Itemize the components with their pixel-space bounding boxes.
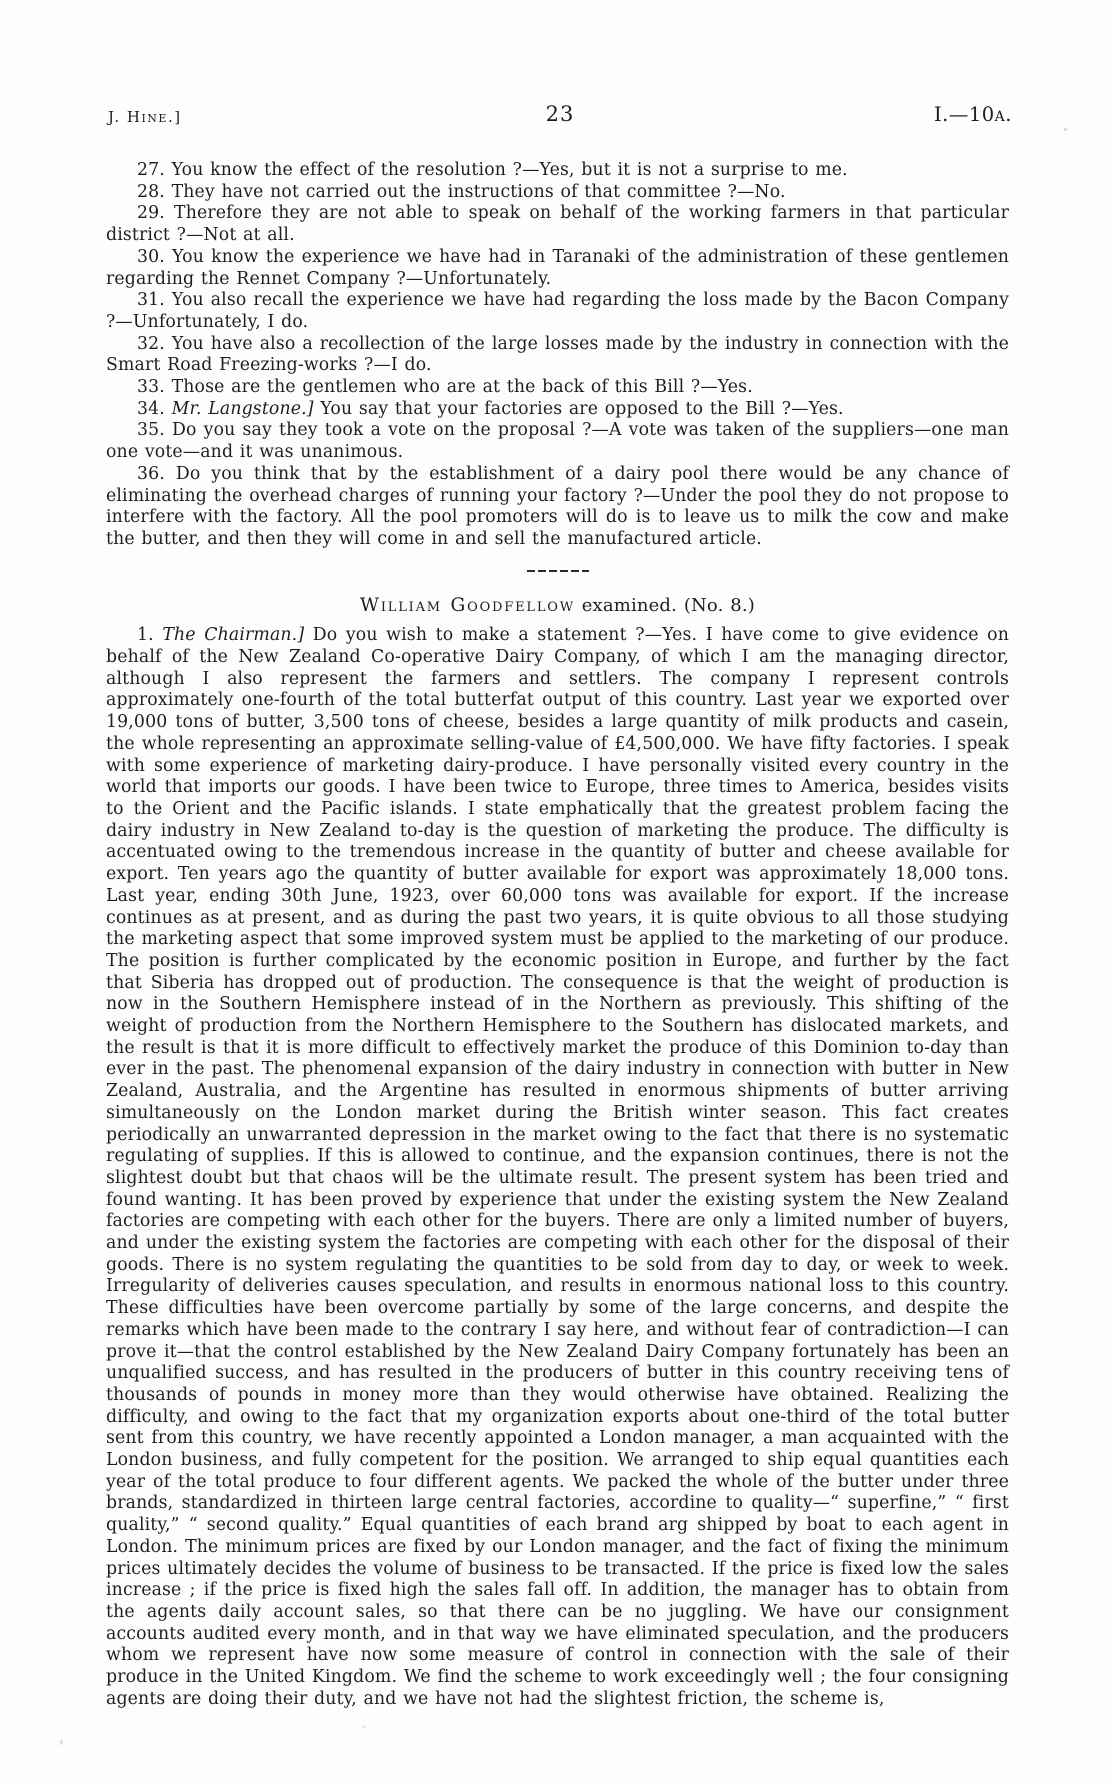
qa-paragraph-36: [106, 464, 1009, 551]
paragraph-text: You know the experience we have had in Taranaki of the administration of these gentlemen regarding the Rennet Company ?—Unfortunately.: [106, 246, 1009, 289]
paragraph-number: 35.: [137, 420, 165, 441]
qa-paragraph-35: [106, 420, 1009, 463]
examination-heading: [106, 595, 1009, 617]
qa-paragraph-30: [106, 247, 1009, 290]
speaker-name: Mr. Langstone.]: [171, 398, 314, 419]
section-divider: [527, 570, 589, 572]
paragraph-text: You have also a recollection of the large losses made by the industry in connection with the Smart Road Freezing-works ?—I do.: [106, 333, 1009, 376]
paragraph-text: You also recall the experience we have had regarding the loss made by the Bacon Company ?—Unfortunately, I do.: [106, 290, 1009, 332]
qa-paragraph-28: [106, 182, 1009, 204]
paragraph-text: They have not carried out the instructions of that committee ?—No.: [171, 181, 786, 202]
paragraph-number: 34.: [137, 398, 165, 419]
page-header: [108, 102, 1012, 132]
scan-speck: [362, 1726, 365, 1728]
paragraph-number: 33.: [137, 377, 165, 398]
paragraph-number: 28.: [137, 181, 165, 202]
examination-heading-suffix: examined. (No. 8.): [581, 594, 755, 616]
paragraph-number: 30.: [137, 246, 165, 267]
scan-speck: [60, 1740, 63, 1745]
scan-speck: [1064, 128, 1067, 131]
speaker-name: The Chairman.]: [162, 625, 305, 646]
qa-paragraph-34: [106, 399, 1009, 421]
qa-paragraph-29: [106, 203, 1009, 246]
examined-witness-name: William Goodfellow: [360, 594, 575, 616]
qa-paragraph-33: [106, 377, 1009, 399]
paragraph-number: 1.: [137, 625, 154, 646]
qa-paragraph-27: [106, 160, 1009, 182]
paragraph-text: Therefore they are not able to speak on behalf of the working farmers in that particular district ?—Not at all.: [106, 203, 1009, 246]
paragraph-text: Those are the gentlemen who are at the back of this Bill ?—Yes.: [171, 377, 753, 398]
paragraph-number: 32.: [137, 333, 165, 354]
paragraph-text: Do you think that by the establishment of a dairy pool there would be any chance of eliminating the overhead charges of running your factory ?—Under the pool they do not propose to interfere with the factory. All the pool promoters will do is to leave us to milk the cow and make the butter, and then they will come in and sell the manufactured article.: [106, 463, 1009, 549]
paragraph-text: Do you wish to make a statement ?—Yes. I have come to give evidence on behalf of the New Zealand Co-operative Dairy Company, of which I am the managing director, although I also represent the farmers and settlers. The company I represent controls approximately one-fourth of the total butterfat output of this country. Last year we exported over 19,000 tons of butter, 3,500 tons of cheese, besides a large quantity of milk products and casein, the whole representing an approximate selling-value of £4,500,000. We have fifty factories. I speak with some experience of marketing dairy-produce. I have personally visited every country in the world that imports our goods. I have been twice to Europe, three times to America, besides visits to the Orient and the Pacific islands. I state emphatically that the greatest problem facing the dairy industry in New Zealand to-day is the question of marketing the produce. The difficulty is accentuated owing to the tremendous increase in the quantity of butter and cheese available for export. Ten years ago the quantity of butter available for export was approximately 18,000 tons. Last year, ending 30th June, 1923, over 60,000 tons was available for export. If the increase continues as at present, and as during the past two years, it is quite obvious to all those studying the marketing aspect that some improved system must be applied to the marketing of our produce. The position is further complicated by the economic position in Europe, and further by the fact that Siberia has dropped out of production. The consequence is that the weight of production is now in the Southern Hemisphere instead of in the Northern as previously. This shifting of the weight of production from the Northern Hemisphere to the Southern has dislocated markets, and the result is that it is more difficult to effectively market the produce of this Dominion to-day than ever in the past. The phenomenal expansion of the dairy industry in connection with butter in New Zealand, Australia, and the Argentine has resulted in enormous shipments of butter arriving simultaneously on the London market during the British winter season. This fact creates periodically an unwarranted depression in the market owing to the fact that there is no systematic regulating of supplies. If this is allowed to continue, and the expansion continues, there is not the slightest doubt but that chaos will be the ultimate result. The present system has been tried and found wanting. It has been proved by experience that under the existing system the New Zealand factories are competing with each other for the buyers. There are only a limited number of buyers, and under the existing system the factories are competing with each other for the disposal of their goods. There is no system regulating the quantities to be sold from day to day, or week to week. Irregularity of deliveries causes speculation, and results in enormous national loss to this country. These difficulties have been overcome partially by some of the large concerns, and despite the remarks which have been made to the contrary I say here, and without fear of contradiction—I can prove it—that the control established by the New Zealand Dairy Company fortunately has been an unqualified success, and has resulted in the producers of butter in this country receiving tens of thousands of pounds in money more than they would otherwise have obtained. Realizing the difficulty, and owing to the fact that my organization exports about one-third of the total butter sent from this country, we have recently appointed a London manager, a man acquainted with the London business, and fully competent for the position. We arranged to ship equal quantities each year of the total produce to four different agents. We packed the whole of the butter under three brands, standardized in thirteen large central factories, accordine to quality—“ superfine,” “ first quality,” “ second quality.” Equal quantities of each brand arg shipped by boat to each agent in London. The minimum prices are fixed by our London manager, and the fact of fixing the minimum prices ultimately decides the volume of business to be transacted. If the price is fixed low the sales increase ; if the price is fixed high the sales fall off. In addition, the manager has to obtain from the agents daily account sales, so that there can be no juggling. We have our consignment accounts audited every month, and in that way we have eliminated speculation, and the producers whom we represent have now some measure of control in connection with the sale of their produce in the United Kingdom. We find the scheme to work exceedingly well ; the four consigning agents are doing their duty, and we have not had the slightest friction, the scheme is,: [106, 625, 1009, 1709]
page-body: [106, 160, 1009, 1711]
qa-paragraph-32: [106, 334, 1009, 377]
page-number: 23: [545, 102, 575, 126]
witness-name-header: J. Hine.]: [108, 108, 182, 126]
paragraph-text: Do you say they took a vote on the proposal ?—A vote was taken of the suppliers—one man one vote—and it was unanimous.: [106, 420, 1009, 463]
paragraph-number: 29.: [137, 203, 165, 224]
paragraph-number: 36.: [137, 463, 165, 484]
paragraph-text: You know the effect of the resolution ?—Yes, but it is not a surprise to me.: [171, 160, 848, 180]
paragraph-text: You say that your factories are opposed to the Bill ?—Yes.: [320, 398, 844, 419]
paragraph-number: 27.: [137, 160, 165, 180]
testimony-paragraph-1: [106, 625, 1009, 1710]
paper-reference: I.—10a.: [933, 103, 1012, 126]
qa-paragraph-31: [106, 290, 1009, 333]
paragraph-number: 31.: [137, 290, 165, 311]
